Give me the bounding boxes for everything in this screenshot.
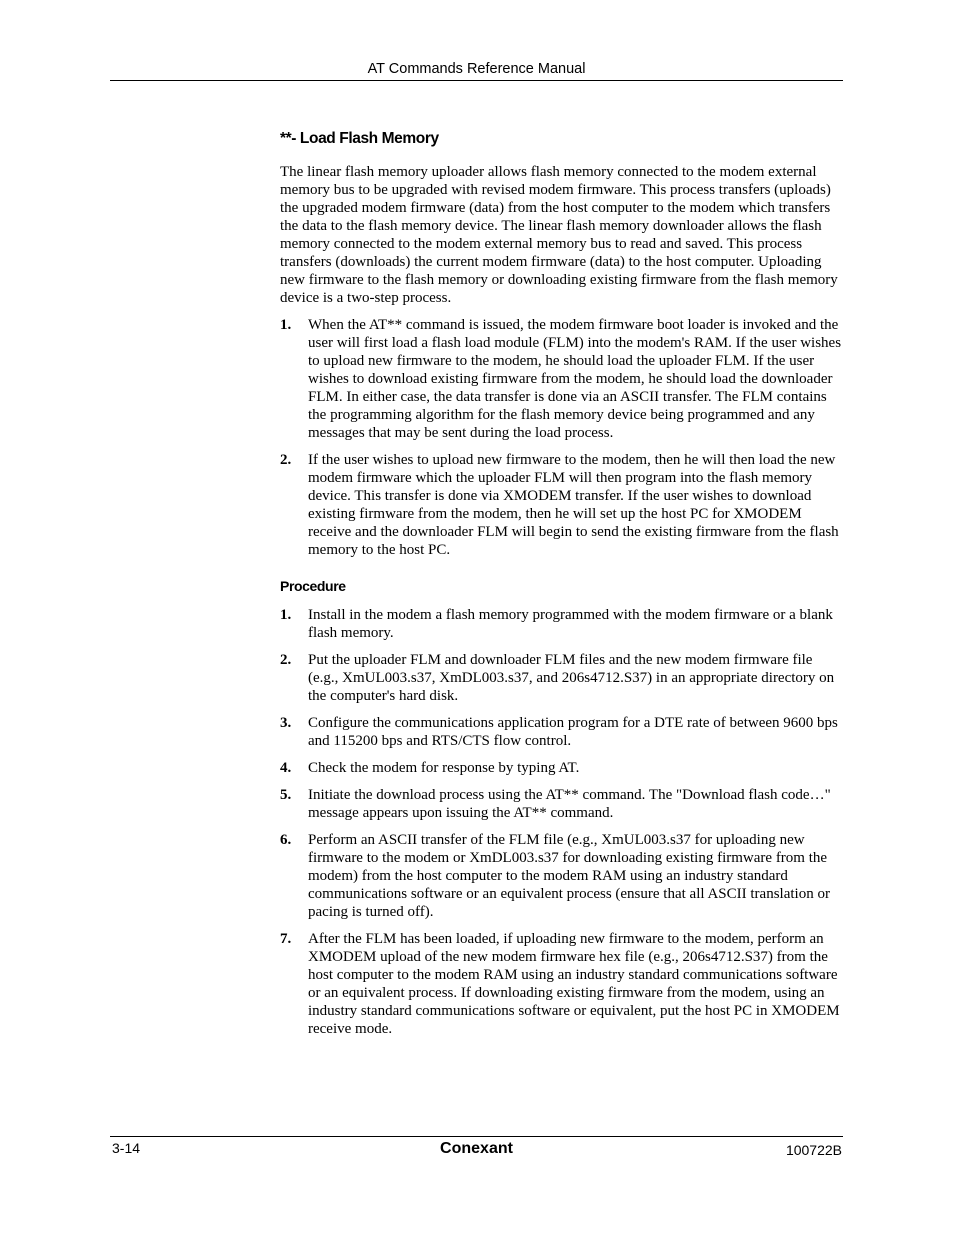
list-item-text: If the user wishes to upload new firmware to the modem, then he will then load the new modem firmware which the uploader FLM will then program into the flash memory device. This transfer is done via XMODEM transfer. If the user wishes to download existing firmware from the modem, then he will set up the host PC for XMODEM receive and the downloader FLM will begin to send the existing firmware from the flash memory to the host PC. xyxy=(308,452,839,558)
list-item-text: Configure the communications application program for a DTE rate of between 9600 bps and 115200 bps and RTS/CTS flow control. xyxy=(308,715,838,749)
list-item xyxy=(280,606,844,642)
list-item xyxy=(280,714,844,750)
list-item-text: Install in the modem a flash memory programmed with the modem firmware or a blank flash memory. xyxy=(308,607,833,641)
list-item xyxy=(280,831,844,921)
list-item-number: 7. xyxy=(280,931,292,947)
document-number: 100722B xyxy=(785,1142,842,1158)
list-item-number: 3. xyxy=(280,715,292,731)
list-item xyxy=(280,316,844,442)
intro-paragraph: The linear flash memory uploader allows flash memory connected to the modem external memory bus to be upgraded with revised modem firmware. This process transfers (uploads) the upgraded modem firmware (data) from the host computer to the modem which transfers the data to the flash memory device. The linear flash memory downloader allows the flash memory connected to the modem external memory bus to read and saved. This process transfers (downloads) the current modem firmware (data) to the host computer. Uploading new firmware to the flash memory or downloading existing firmware from the flash memory device is a two-step process. xyxy=(280,164,838,306)
company-name: Conexant xyxy=(440,1140,513,1157)
list-item-number: 2. xyxy=(280,452,292,468)
header-rule xyxy=(110,80,843,81)
list-item-text: Initiate the download process using the AT** command. The "Download flash code…" message appears upon issuing the AT** command. xyxy=(308,787,831,821)
list-item xyxy=(280,451,844,559)
list-item-number: 6. xyxy=(280,832,292,848)
procedure-title: Procedure xyxy=(280,578,346,594)
list-item-text: Perform an ASCII transfer of the FLM file (e.g., XmUL003.s37 for uploading new firmware to the modem or XmDL003.s37 for downloading existing firmware from the modem) from the host computer to the modem RAM using an industry standard communications software or an equivalent process (ensure that all ASCII translation or pacing is turned off). xyxy=(308,832,830,920)
overview-steps-list xyxy=(280,316,844,559)
running-header: AT Commands Reference Manual xyxy=(367,61,586,77)
list-item-number: 5. xyxy=(280,787,292,803)
list-item xyxy=(280,759,844,777)
procedure-steps-list xyxy=(280,606,844,1038)
list-item xyxy=(280,786,844,822)
list-item-text: Put the uploader FLM and downloader FLM files and the new modem firmware file (e.g., XmUL003.s37, XmDL003.s37, and 206s4712.S37) in an appropriate directory on the computer's hard disk. xyxy=(308,652,835,704)
list-item-number: 1. xyxy=(280,317,292,333)
list-item xyxy=(280,930,844,1038)
list-item-number: 2. xyxy=(280,652,292,668)
list-item-number: 4. xyxy=(280,760,292,776)
list-item-text: After the FLM has been loaded, if uploading new firmware to the modem, perform an XMODEM upload of the new modem firmware hex file (e.g., 206s4712.S37) from the host computer to the modem RAM using an industry standard communications software or an equivalent process. If downloading existing firmware from the modem, using an industry standard communications software or equivalent, put the host PC in XMODEM receive mode. xyxy=(308,931,840,1037)
list-item-text: When the AT** command is issued, the modem firmware boot loader is invoked and the user will first load a flash load module (FLM) into the modem's RAM. If the user wishes to upload new firmware to the modem, he should load the uploader FLM. If the user wishes to download existing firmware from the modem, he should load the downloader FLM. In either case, the data transfer is done via an ASCII transfer. The FLM contains the programming algorithm for the flash memory device being programmed and any messages that may be sent during the load process. xyxy=(308,317,842,441)
list-item xyxy=(280,651,844,705)
section-title: **- Load Flash Memory xyxy=(280,130,439,147)
page-number: 3-14 xyxy=(112,1140,141,1156)
list-item-text: Check the modem for response by typing AT. xyxy=(308,760,580,776)
footer-rule xyxy=(110,1136,843,1137)
list-item-number: 1. xyxy=(280,607,292,623)
page-content xyxy=(280,130,844,1047)
